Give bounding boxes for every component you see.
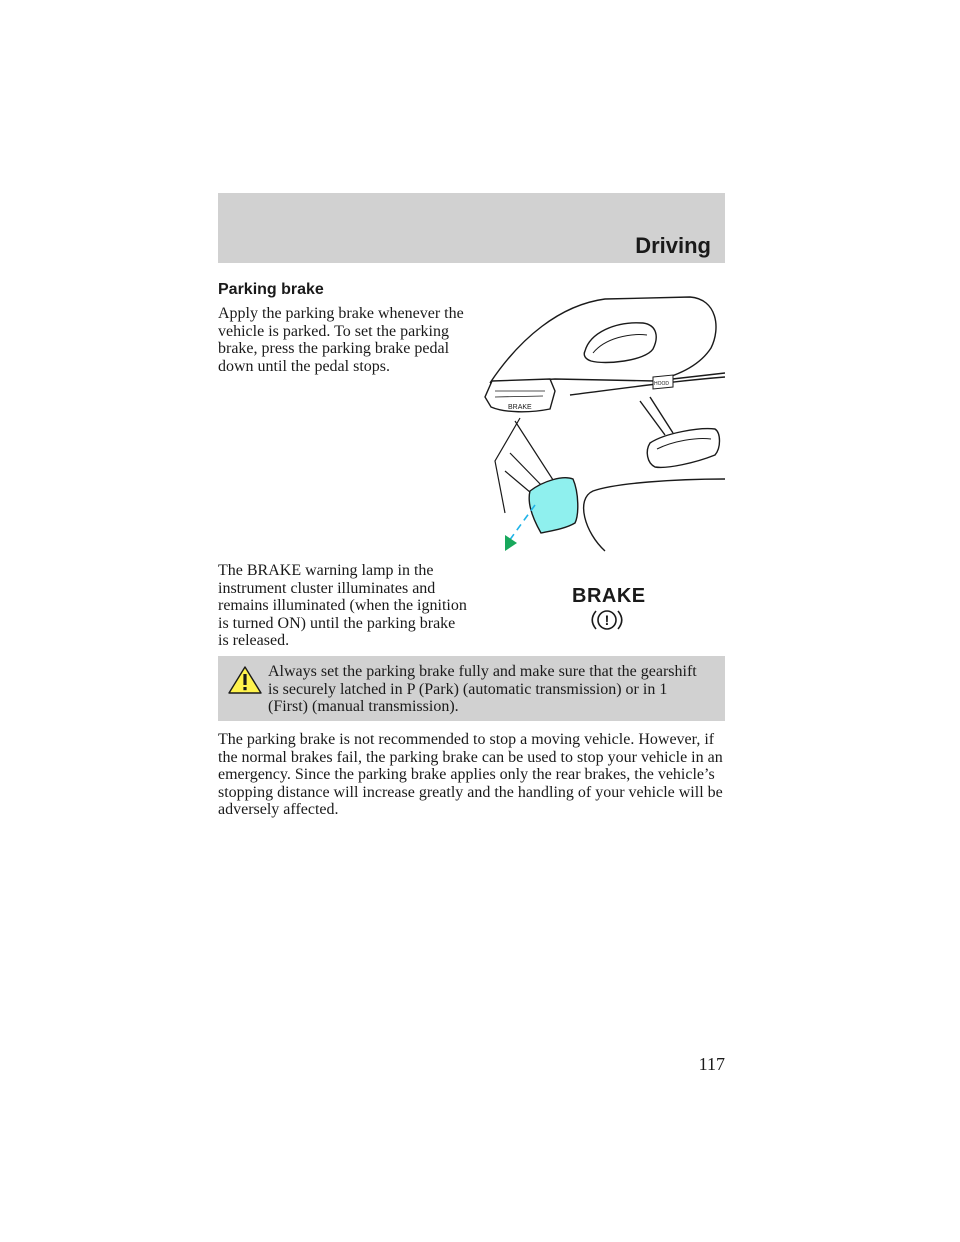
figure-label-hood: HOOD [654,381,669,387]
warning-box [218,656,725,721]
section-heading: Parking brake [218,281,324,298]
parking-brake-pedal-illustration [475,293,725,558]
page-number: 117 [698,1054,725,1074]
paragraph-emergency-use: The parking brake is not recommended to stop a moving vehicle. However, if the normal brakes fail, the parking brake can be used to stop your vehicle in an emergency. Since the parking brake applies only the rear brakes, the vehicle’s stopping distance will increase greatly and the handling of your vehicle will be adversely affected. [218,731,723,819]
brake-warning-lamp [572,585,646,634]
figure-label-brake: BRAKE [508,404,532,411]
brake-lamp-label: BRAKE [572,585,646,607]
brake-lamp-symbol: ! [604,612,610,628]
brake-warning-symbol-icon [590,606,624,634]
section-title: Driving [635,233,711,258]
paragraph-apply-brake: Apply the parking brake whenever the vehicle is parked. To set the parking brake, press the parking brake pedal down until the pedal stops. [218,305,464,375]
paragraph-warning-lamp: The BRAKE warning lamp in the instrument cluster illuminates and remains illuminated (when the ignition is turned ON) until the parking brake is released. [218,562,467,650]
warning-text: Always set the parking brake fully and make sure that the gearshift is securely latched in P (Park) (automatic transmission) or in 1 (First) (manual transmission). [268,663,697,716]
header-band [218,193,725,263]
